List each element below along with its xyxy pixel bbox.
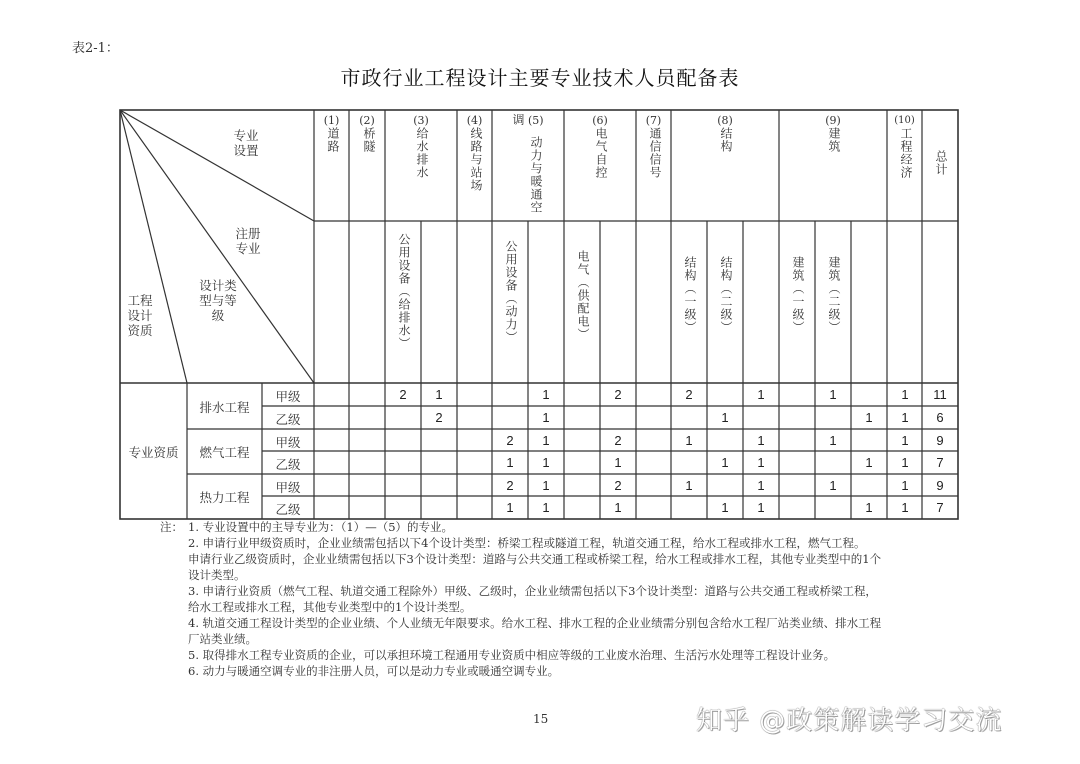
table-cell: 1 xyxy=(865,455,873,470)
sub-specialty-architecture-2: 建筑（二级） xyxy=(827,256,841,334)
table-cell: 2 xyxy=(399,387,407,402)
table-cell: 2 xyxy=(506,478,514,493)
corner-label-registered-specialty: 注册专业 xyxy=(235,226,261,256)
table-cell: 1 xyxy=(901,387,909,402)
table-cell: 2 xyxy=(614,478,622,493)
table-cell: 1 xyxy=(901,478,909,493)
design-type-gas: 燃气工程 xyxy=(199,445,250,460)
note-2a: 2. 申请行业甲级资质时，企业业绩需包括以下4个设计类型：桥梁工程或隧道工程，轨道交通工程，给水工程或排水工程，燃气工程。 xyxy=(188,536,866,550)
specialty-name-1: 道路 xyxy=(326,127,340,153)
table-cell: 1 xyxy=(685,433,693,448)
table-cell: 1 xyxy=(901,500,909,515)
table-cell: 1 xyxy=(614,500,622,515)
grade-label: 甲级 xyxy=(275,480,301,495)
sub-specialty-electrical-power-supply: 电气（供配电） xyxy=(576,250,590,341)
design-type-heat: 热力工程 xyxy=(199,490,250,505)
table-label: 表2-1： xyxy=(72,41,119,56)
grade-label: 乙级 xyxy=(275,457,301,472)
table-cell: 1 xyxy=(829,387,837,402)
table-cell: 1 xyxy=(757,500,765,515)
table-cell: 1 xyxy=(721,410,729,425)
corner-label-design-type-grade: 设计类型与等级 xyxy=(199,278,237,323)
specialty-name-5-overflow: 调 xyxy=(512,113,525,127)
specialty-no-10: (10) xyxy=(894,115,915,126)
corner-label-specialty-setting: 专业设置 xyxy=(233,128,259,158)
sub-specialty-structure-2: 结构（二级） xyxy=(719,256,733,334)
table-cell: 1 xyxy=(542,455,550,470)
table-cell: 1 xyxy=(901,410,909,425)
specialty-no-5 xyxy=(492,113,564,128)
table-cell: 1 xyxy=(757,455,765,470)
table-cell: 1 xyxy=(721,500,729,515)
watermark: 知乎 @政策解读学习交流 xyxy=(696,706,1003,736)
table-cell: 1 xyxy=(542,410,550,425)
note-2c: 设计类型。 xyxy=(188,568,246,582)
note-3a: 3. 申请行业资质（燃气工程、轨道交通工程除外）甲级、乙级时，企业业绩需包括以下3个设计类型：道路与公共交通工程或桥梁工程， xyxy=(188,584,877,598)
sub-specialty-structure-1: 结构（一级） xyxy=(683,256,697,334)
row-total: 7 xyxy=(936,455,944,470)
sub-specialty-public-equipment-power: 公用设备（动力） xyxy=(504,240,518,344)
specialty-no-7: (7) xyxy=(645,114,662,127)
specialty-name-8: 结构 xyxy=(719,127,733,153)
table-cell: 1 xyxy=(435,387,443,402)
specialty-name-9: 建筑 xyxy=(827,127,841,153)
note-6: 6. 动力与暖通空调专业的非注册人员，可以是动力专业或暖通空调专业。 xyxy=(188,664,560,678)
table-cell: 2 xyxy=(506,433,514,448)
specialty-no-2: (2) xyxy=(359,114,375,127)
table-cell: 1 xyxy=(757,478,765,493)
table-cell: 1 xyxy=(901,433,909,448)
note-4a: 4. 轨道交通工程设计类型的企业业绩、个人业绩无年限要求。给水工程、排水工程的企业业绩需分别包含给水工程厂站类业绩、排水工程 xyxy=(188,616,882,630)
specialty-no-8: (8) xyxy=(717,114,733,127)
specialty-no-1: (1) xyxy=(323,114,340,127)
table-cell: 1 xyxy=(506,500,514,515)
table-cell: 1 xyxy=(829,433,837,448)
specialty-name-6: 电气自控 xyxy=(594,127,608,179)
table-cell: 1 xyxy=(542,500,550,515)
specialty-name-4: 线路与站场 xyxy=(469,127,483,192)
specialty-name-5: 动力与暖通空 xyxy=(529,136,543,214)
table-cell: 2 xyxy=(435,410,443,425)
table-cell: 2 xyxy=(685,387,693,402)
specialty-name-3: 给水排水 xyxy=(415,127,429,179)
table-cell: 1 xyxy=(542,433,550,448)
table-cell: 1 xyxy=(614,455,622,470)
specialty-no-5-text: (5) xyxy=(527,114,544,127)
grade-label: 乙级 xyxy=(275,412,301,427)
specialty-no-4: (4) xyxy=(466,114,483,127)
table-cell: 1 xyxy=(865,500,873,515)
row-total: 6 xyxy=(936,410,944,425)
row-total: 7 xyxy=(936,500,944,515)
sub-specialty-public-equipment-water: 公用设备（给排水） xyxy=(397,233,411,350)
grade-label: 甲级 xyxy=(275,389,301,404)
specialty-no-6: (6) xyxy=(592,114,608,127)
grade-label: 甲级 xyxy=(275,435,301,450)
table-cell: 1 xyxy=(901,455,909,470)
note-1: 1. 专业设置中的主导专业为：（1）—（5）的专业。 xyxy=(188,520,454,534)
page-number: 15 xyxy=(533,712,549,726)
corner-label-qualification: 工程设计资质 xyxy=(127,293,153,338)
sub-specialty-architecture-1: 建筑（一级） xyxy=(791,256,805,334)
specialty-name-2: 桥隧 xyxy=(362,127,376,153)
note-3b: 给水工程或排水工程，其他专业类型中的1个设计类型。 xyxy=(188,600,472,614)
table-cell: 1 xyxy=(829,478,837,493)
note-5: 5. 取得排水工程专业资质的企业，可以承担环境工程通用专业资质中相应等级的工业废水治理、生活污水处理等工程设计业务。 xyxy=(188,648,836,662)
note-2b: 申请行业乙级资质时，企业业绩需包括以下3个设计类型：道路与公共交通工程或桥梁工程，给水工程或排水工程，其他专业类型中的1个 xyxy=(188,552,882,566)
note-4b: 厂站类业绩。 xyxy=(188,632,257,646)
table-cell: 1 xyxy=(685,478,693,493)
grade-label: 乙级 xyxy=(275,502,301,517)
page-title: 市政行业工程设计主要专业技术人员配备表 xyxy=(340,66,740,90)
total-header: 总计 xyxy=(934,150,948,176)
row-total: 11 xyxy=(933,387,947,402)
table-cell: 1 xyxy=(865,410,873,425)
table-cell: 2 xyxy=(614,433,622,448)
notes-prefix: 注： xyxy=(160,520,183,534)
specialty-name-10: 工程经济 xyxy=(899,127,913,179)
table-cell: 1 xyxy=(757,387,765,402)
table-cell: 1 xyxy=(542,478,550,493)
table-cell: 1 xyxy=(721,455,729,470)
table-cell: 1 xyxy=(506,455,514,470)
table-cell: 1 xyxy=(542,387,550,402)
qualification-group-label: 专业资质 xyxy=(128,445,179,460)
row-total: 9 xyxy=(936,478,944,493)
row-total: 9 xyxy=(936,433,944,448)
table-cell: 1 xyxy=(757,433,765,448)
table-cell: 2 xyxy=(614,387,622,402)
design-type-drainage: 排水工程 xyxy=(199,400,250,415)
specialty-no-3: (3) xyxy=(413,114,429,127)
specialty-name-7: 通信信号 xyxy=(648,127,662,179)
specialty-no-9: (9) xyxy=(825,114,841,127)
notes-section xyxy=(160,519,980,679)
